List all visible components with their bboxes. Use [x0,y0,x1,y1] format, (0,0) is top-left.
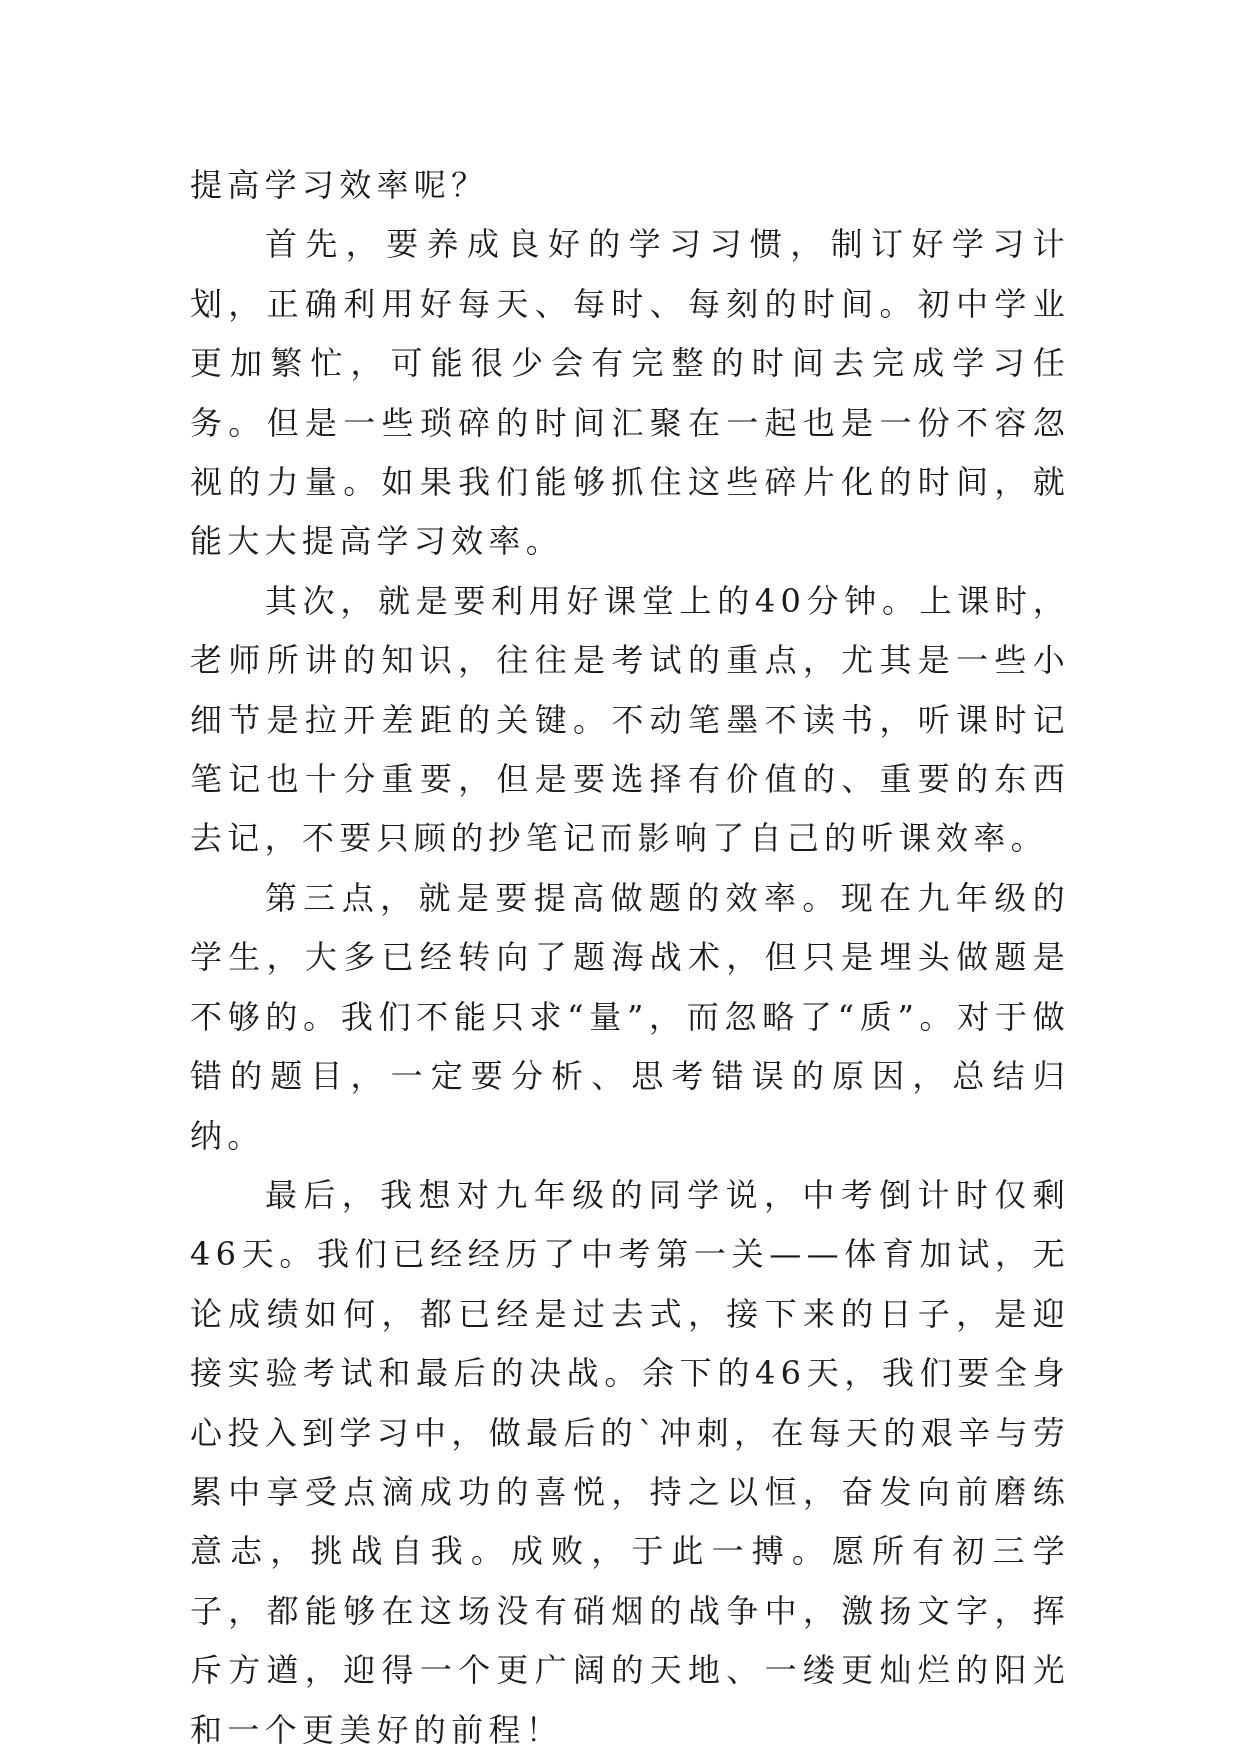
paragraph-closing: 最后，我想对九年级的同学说，中考倒计时仅剩46天。我们已经经历了中考第一关——体育加试，无论成绩如何，都已经是过去式，接下来的日子，是迎接实验考试和最后的决战。余下的46天，我们要全身心投入到学习中，做最后的`冲刺，在每天的艰辛与劳累中享受点滴成功的喜悦，持之以恒，奋发向前磨练意志，挑战自我。成败，于此一搏。愿所有初三学子，都能够在这场没有硝烟的战争中，激扬文字，挥斥方遒，迎得一个更广阔的天地、一缕更灿烂的阳光和一个更美好的前程！ [190,1175,1070,1749]
paragraph-third-point: 第三点，就是要提高做题的效率。现在九年级的学生，大多已经转向了题海战术，但只是埋头做题是不够的。我们不能只求“量”，而忽略了“质”。对于做错的题目，一定要分析、思考错误的原因，总结归纳。 [190,878,1070,1155]
paragraph-first-point: 首先，要养成良好的学习习惯，制订好学习计划，正确利用好每天、每时、每刻的时间。初中学业更加繁忙，可能很少会有完整的时间去完成学习任务。但是一些琐碎的时间汇聚在一起也是一份不容忽视的力量。如果我们能够抓住这些碎片化的时间，就能大大提高学习效率。 [190,225,1070,561]
document-body [190,156,1070,1760]
paragraph-second-point: 其次，就是要利用好课堂上的40分钟。上课时，老师所讲的知识，往往是考试的重点，尤其是一些小细节是拉开差距的关键。不动笔墨不读书，听课时记笔记也十分重要，但是要选择有价值的、重要的东西去记，不要只顾的抄笔记而影响了自己的听课效率。 [190,581,1070,858]
paragraph-continuation: 提高学习效率呢？ [190,166,489,204]
